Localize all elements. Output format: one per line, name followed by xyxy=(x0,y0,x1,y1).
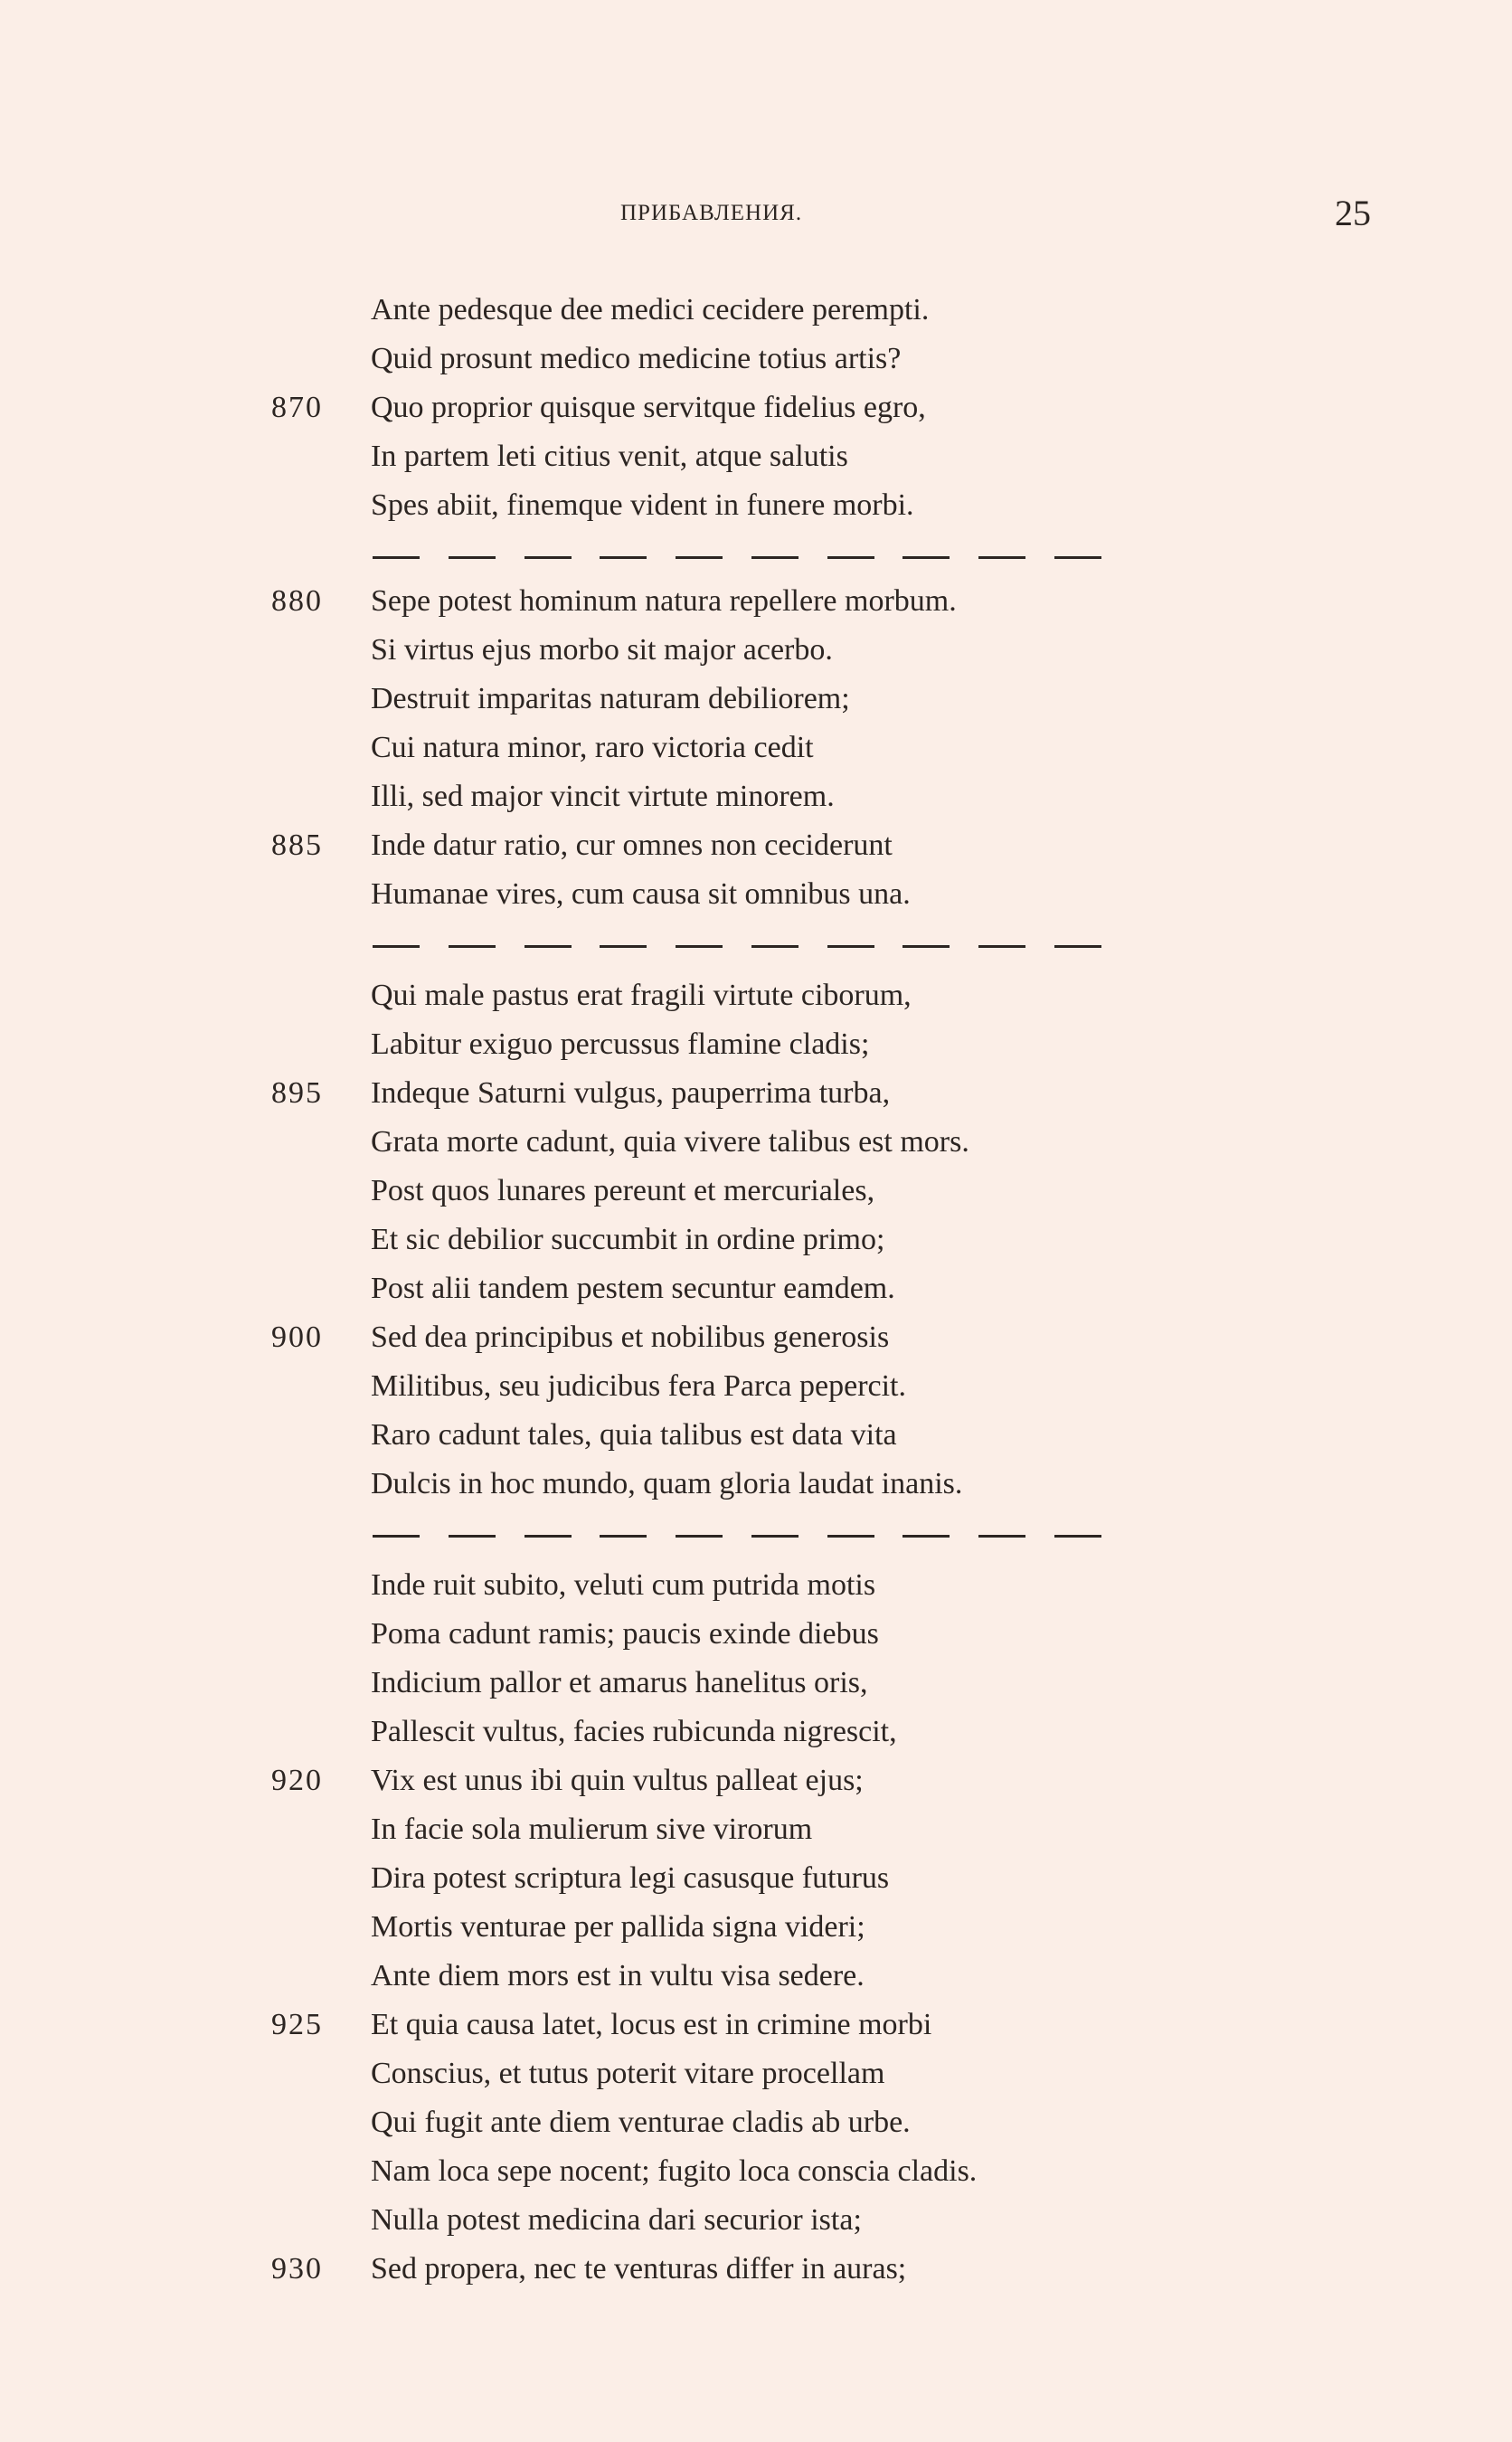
separator-dash xyxy=(902,945,950,948)
verse-line xyxy=(0,1022,1512,1071)
verse-text: Cui natura minor, raro victoria cedit xyxy=(371,731,814,764)
separator-dash xyxy=(676,1535,723,1538)
verse-text: In partem leti citius venit, atque salutis xyxy=(371,440,848,473)
verse-line xyxy=(0,1856,1512,1905)
verse-line xyxy=(0,434,1512,483)
separator-dash xyxy=(978,945,1025,948)
separator-dash xyxy=(751,1535,799,1538)
verse-line xyxy=(0,1954,1512,2002)
verse-line xyxy=(0,1071,1512,1120)
verse-line xyxy=(0,823,1512,872)
verse-line xyxy=(0,1217,1512,1266)
separator-dash xyxy=(751,945,799,948)
verse-text: Indeque Saturni vulgus, pauperrima turba, xyxy=(371,1076,891,1110)
verse-line xyxy=(0,2198,1512,2247)
verse-line xyxy=(0,1807,1512,1856)
verse-line xyxy=(0,973,1512,1022)
line-number: 870 xyxy=(271,391,323,424)
verse-line xyxy=(0,2100,1512,2149)
separator-dash xyxy=(676,556,723,559)
verse-text: Spes abiit, finemque vident in funere morbi. xyxy=(371,488,914,522)
line-number: 925 xyxy=(271,2008,323,2041)
verse-text: Et quia causa latet, locus est in crimine morbi xyxy=(371,2008,932,2041)
separator-dash xyxy=(449,556,496,559)
verse-text: Indicium pallor et amarus hanelitus oris, xyxy=(371,1666,868,1699)
verse-line xyxy=(0,2051,1512,2100)
separator-dash xyxy=(751,556,799,559)
verse-text: Dira potest scriptura legi casusque futurus xyxy=(371,1861,890,1895)
separator-dash xyxy=(449,945,496,948)
verse-line xyxy=(0,1364,1512,1413)
verse-text: Qui fugit ante diem venturae cladis ab urbe. xyxy=(371,2106,911,2139)
verse-text: Poma cadunt ramis; paucis exinde diebus xyxy=(371,1617,879,1651)
separator-dash xyxy=(373,1535,420,1538)
verse-line xyxy=(0,2002,1512,2051)
line-number: 885 xyxy=(271,828,323,862)
omission-separator xyxy=(0,921,1512,973)
separator-dash xyxy=(978,556,1025,559)
verse-line xyxy=(0,1905,1512,1954)
verse-text: Sed dea principibus et nobilibus generosis xyxy=(371,1320,890,1354)
separator-dash xyxy=(449,1535,496,1538)
verse-text: Quid prosunt medico medicine totius artis? xyxy=(371,342,902,375)
verse-text: Destruit imparitas naturam debiliorem; xyxy=(371,682,850,715)
verse-text: Labitur exiguo percussus flamine cladis; xyxy=(371,1027,870,1061)
verse-line xyxy=(0,1120,1512,1169)
verse-text: Pallescit vultus, facies rubicunda nigrescit, xyxy=(371,1715,897,1748)
separator-dash xyxy=(978,1535,1025,1538)
separator-dash xyxy=(902,556,950,559)
verse-text: Quo proprior quisque servitque fidelius egro, xyxy=(371,391,926,424)
verse-line xyxy=(0,1315,1512,1364)
separator-dash xyxy=(1054,945,1101,948)
verse-text: Militibus, seu judicibus fera Parca pepercit. xyxy=(371,1369,906,1403)
page-number: 25 xyxy=(1335,193,1371,233)
verse-line xyxy=(0,628,1512,677)
verse-text: Post alii tandem pestem secuntur eamdem. xyxy=(371,1272,895,1305)
verse-line xyxy=(0,774,1512,823)
line-number: 900 xyxy=(271,1320,323,1354)
verse-line xyxy=(0,1169,1512,1217)
verse-line xyxy=(0,288,1512,336)
verse-line xyxy=(0,872,1512,921)
verse-text: Humanae vires, cum causa sit omnibus una. xyxy=(371,877,911,911)
separator-dash xyxy=(600,556,647,559)
separator-dash xyxy=(827,556,874,559)
verse-text: Sed propera, nec te venturas differ in auras; xyxy=(371,2252,907,2286)
separator-dash xyxy=(600,945,647,948)
separator-dash xyxy=(676,945,723,948)
separator-dash xyxy=(373,945,420,948)
verse-line xyxy=(0,677,1512,725)
verse-text: Nulla potest medicina dari securior ista; xyxy=(371,2203,862,2237)
verse-text: In facie sola mulierum sive virorum xyxy=(371,1813,813,1846)
verse-text: Grata morte cadunt, quia vivere talibus est mors. xyxy=(371,1125,969,1159)
verse-line xyxy=(0,1661,1512,1709)
separator-dash xyxy=(524,1535,572,1538)
verse-text: Mortis venturae per pallida signa videri; xyxy=(371,1910,865,1944)
verse-text: Inde ruit subito, veluti cum putrida motis xyxy=(371,1568,876,1602)
verse-line xyxy=(0,385,1512,434)
verse-line xyxy=(0,1709,1512,1758)
verse-text: Illi, sed major vincit virtute minorem. xyxy=(371,780,835,813)
separator-dash xyxy=(1054,556,1101,559)
running-header: ПРИБАВЛЕНИЯ. xyxy=(620,201,803,225)
separator-dash xyxy=(902,1535,950,1538)
omission-separator xyxy=(0,532,1512,579)
separator-dash xyxy=(827,945,874,948)
verse-text: Nam loca sepe nocent; fugito loca conscia cladis. xyxy=(371,2154,978,2188)
verse-text: Et sic debilior succumbit in ordine primo; xyxy=(371,1223,885,1256)
separator-dash xyxy=(373,556,420,559)
separator-dash xyxy=(524,945,572,948)
verse-line xyxy=(0,2149,1512,2198)
verse-line xyxy=(0,1462,1512,1510)
poem-body xyxy=(0,288,1512,2295)
separator-dash xyxy=(1054,1535,1101,1538)
verse-line xyxy=(0,1413,1512,1462)
verse-text: Si virtus ejus morbo sit major acerbo. xyxy=(371,633,833,667)
verse-text: Sepe potest hominum natura repellere morbum. xyxy=(371,584,957,618)
omission-separator xyxy=(0,1510,1512,1563)
verse-line xyxy=(0,579,1512,628)
verse-line xyxy=(0,1266,1512,1315)
line-number: 895 xyxy=(271,1076,323,1110)
line-number: 880 xyxy=(271,584,323,618)
verse-text: Conscius, et tutus poterit vitare procellam xyxy=(371,2057,885,2090)
verse-text: Qui male pastus erat fragili virtute ciborum, xyxy=(371,979,912,1012)
verse-line xyxy=(0,1563,1512,1612)
separator-dash xyxy=(600,1535,647,1538)
verse-text: Vix est unus ibi quin vultus palleat ejus; xyxy=(371,1764,864,1797)
separator-dash xyxy=(524,556,572,559)
verse-line xyxy=(0,2247,1512,2295)
verse-line xyxy=(0,483,1512,532)
line-number: 920 xyxy=(271,1764,323,1797)
separator-dash xyxy=(827,1535,874,1538)
verse-text: Dulcis in hoc mundo, quam gloria laudat inanis. xyxy=(371,1467,963,1500)
verse-text: Ante diem mors est in vultu visa sedere. xyxy=(371,1959,865,1992)
verse-text: Raro cadunt tales, quia talibus est data vita xyxy=(371,1418,897,1452)
line-number: 930 xyxy=(271,2252,323,2286)
verse-line xyxy=(0,1612,1512,1661)
verse-text: Inde datur ratio, cur omnes non ceciderunt xyxy=(371,828,893,862)
verse-line xyxy=(0,336,1512,385)
verse-text: Post quos lunares pereunt et mercuriales, xyxy=(371,1174,875,1207)
verse-text: Ante pedesque dee medici cecidere perempti. xyxy=(371,293,930,327)
verse-line xyxy=(0,1758,1512,1807)
verse-line xyxy=(0,725,1512,774)
